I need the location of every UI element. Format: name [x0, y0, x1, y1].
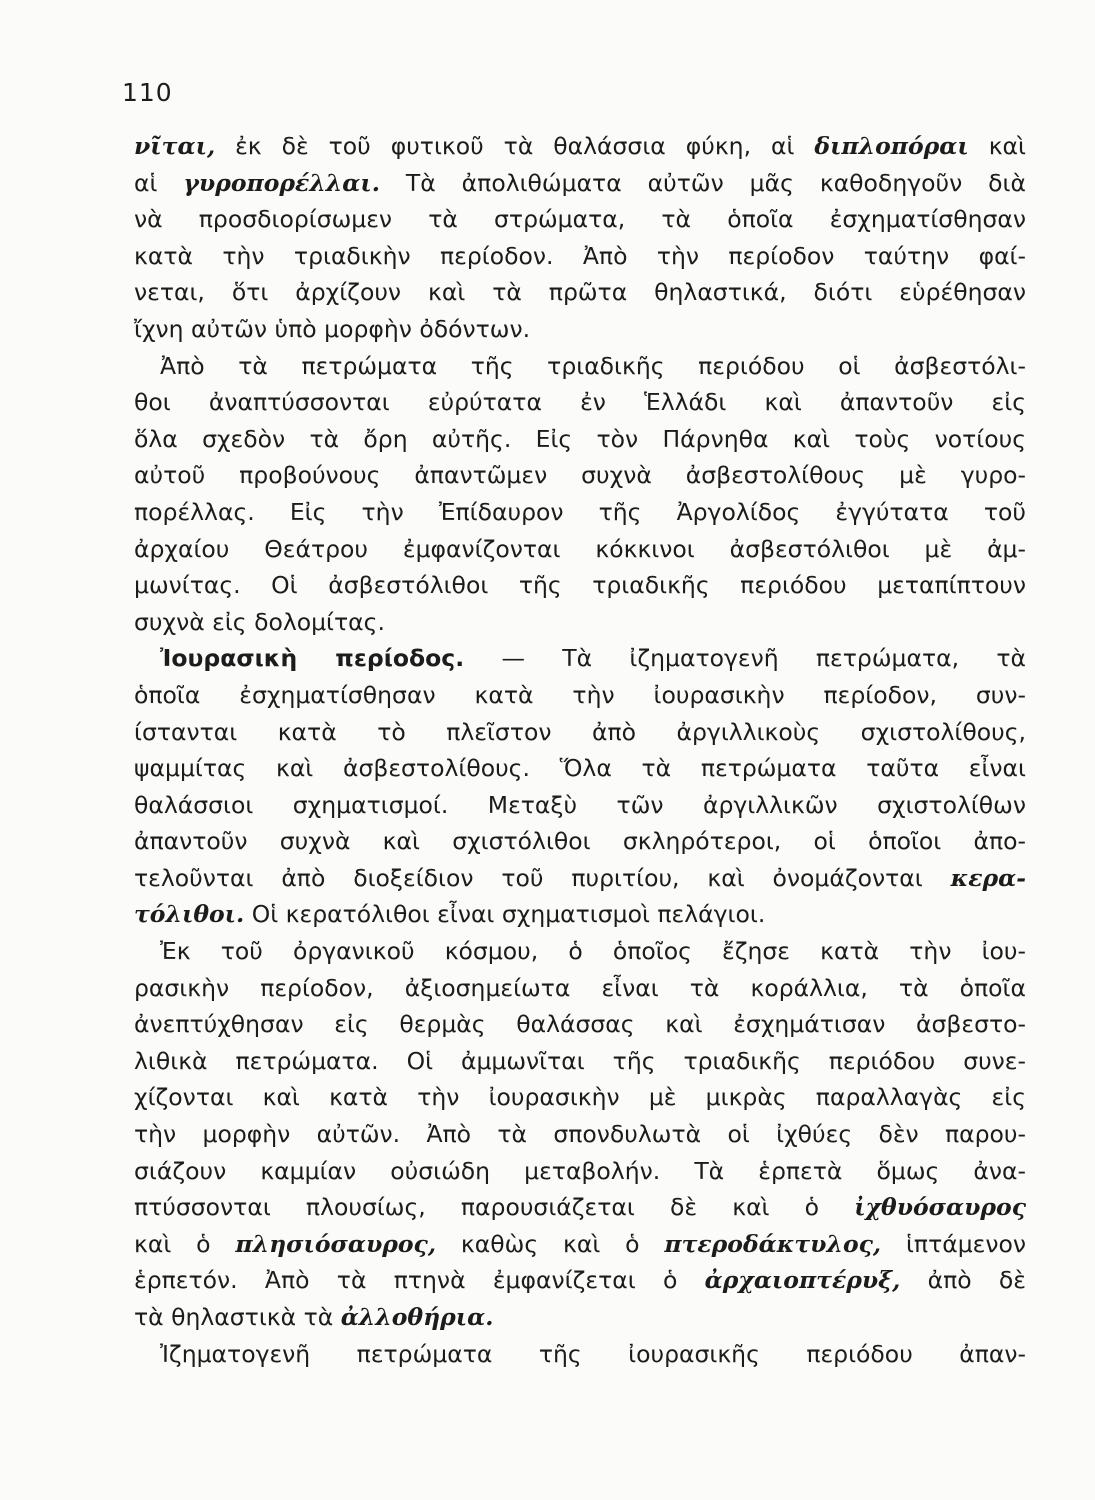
text-segment: τὴν μορφὴν αὐτῶν. Ἀπὸ τὰ σπονδυλωτὰ οἱ ἰχθύες δὲν παρου-	[134, 1120, 1026, 1149]
text-line	[134, 567, 1026, 604]
emphasized-term: ἀρχαιοπτέρυξ,	[704, 1266, 901, 1295]
text-line	[134, 494, 1026, 531]
emphasized-term: πτεροδάκτυλος,	[664, 1229, 882, 1258]
text-segment: Ἰζηματογενῆ πετρώματα τῆς ἰουρασικῆς περιόδου ἀπαν-	[160, 1339, 1026, 1368]
text-line	[134, 970, 1026, 1007]
emphasized-term: γυροπορέλλαι.	[183, 168, 380, 197]
emphasized-term: τόλιθοι.	[134, 900, 245, 929]
text-segment: θοι ἀναπτύσσονται εὐρύτατα ἐν Ἑλλάδι καὶ ἀπαντοῦν εἰς	[134, 388, 1026, 417]
text-line	[134, 531, 1026, 568]
text-segment: Ἀπὸ τὰ πετρώματα τῆς τριαδικῆς περιόδου οἱ ἀσβεστόλι-	[160, 351, 1026, 380]
text-line	[134, 165, 1026, 202]
text-segment: Οἱ κερατόλιθοι εἶναι σχηματισμοὶ πελάγιοι.	[244, 900, 766, 929]
text-line	[134, 640, 1026, 677]
emphasized-term: πλησιόσαυρος,	[235, 1229, 437, 1258]
text-segment: ρασικὴν περίοδον, ἀξιοσημείωτα εἶναι τὰ κοράλλια, τὰ ὁποῖα	[134, 973, 1026, 1002]
text-segment: κατὰ τὴν τριαδικὴν περίοδον. Ἀπὸ τὴν περίοδον ταύτην φαί-	[134, 241, 1026, 270]
text-segment: καὶ ὁ	[134, 1229, 236, 1258]
text-line	[134, 860, 1026, 897]
text-line	[134, 457, 1026, 494]
text-line	[134, 238, 1026, 275]
emphasized-term: ἰχθυόσαυρος	[854, 1193, 1026, 1222]
section-heading: Ἰουρασικὴ περίοδος.	[160, 644, 465, 673]
text-segment: σιάζουν καμμίαν οὐσιώδη μεταβολήν. Τὰ ἑρπετὰ ὅμως ἀνα-	[134, 1156, 1026, 1185]
text-segment: ἴχνη αὐτῶν ὑπὸ μορφὴν ὀδόντων.	[134, 314, 531, 343]
page-number: 110	[122, 78, 173, 107]
text-line	[134, 1336, 1026, 1373]
text-segment: Ἐκ τοῦ ὀργανικοῦ κόσμου, ὁ ὁποῖος ἔζησε κατὰ τὴν ἰου-	[160, 937, 1026, 966]
text-segment: ἀπὸ δὲ	[900, 1266, 1026, 1295]
text-line	[134, 896, 1026, 933]
text-line	[134, 274, 1026, 311]
text-segment: πτύσσονται πλουσίως, παρουσιάζεται δὲ καὶ ὁ	[134, 1193, 855, 1222]
text-segment: νεται, ὅτι ἀρχίζουν καὶ τὰ πρῶτα θηλαστικά, διότι εὑρέθησαν	[134, 278, 1026, 307]
text-segment: ἀπαντοῦν συχνὰ καὶ σχιστόλιθοι σκληρότεροι, οἱ ὁποῖοι ἀπο-	[134, 827, 1026, 856]
text-segment: λιθικὰ πετρώματα. Οἱ ἀμμωνῖται τῆς τριαδικῆς περιόδου συνε-	[134, 1046, 1026, 1075]
text-line	[134, 1153, 1026, 1190]
text-line	[134, 128, 1026, 165]
emphasized-term: ἀλλοθήρια.	[340, 1303, 494, 1331]
text-line	[134, 384, 1026, 421]
text-line	[134, 348, 1026, 385]
emphasized-term: νῖται,	[134, 132, 216, 160]
text-segment: συχνὰ εἰς δολομίτας.	[134, 607, 385, 636]
text-line	[134, 677, 1026, 714]
text-segment: ἱπτάμενον	[881, 1229, 1026, 1258]
text-segment: ἀνεπτύχθησαν εἰς θερμὰς θαλάσσας καὶ ἐσχημάτισαν ἀσβεστο-	[134, 1010, 1026, 1039]
text-segment: ἀρχαίου Θεάτρου ἐμφανίζονται κόκκινοι ἀσβεστόλιθοι μὲ ἀμ-	[134, 534, 1026, 563]
text-line	[134, 1006, 1026, 1043]
text-line	[134, 1043, 1026, 1080]
text-segment: Τὰ ἀπολιθώματα αὐτῶν μᾶς καθοδηγοῦν διὰ	[379, 168, 1026, 197]
text-line	[134, 823, 1026, 860]
text-segment: καὶ	[968, 132, 1026, 160]
emphasized-term: διπλοπόραι	[814, 132, 969, 160]
text-segment: ἑρπετόν. Ἀπὸ τὰ πτηνὰ ἐμφανίζεται ὁ	[134, 1266, 705, 1295]
text-segment: ψαμμίτας καὶ ἀσβεστολίθους. Ὅλα τὰ πετρώματα ταῦτα εἶναι	[134, 754, 1026, 783]
text-line	[134, 604, 1026, 641]
text-segment: νὰ προσδιορίσωμεν τὰ στρώματα, τὰ ὁποῖα ἐσχηματίσθησαν	[134, 205, 1026, 234]
text-line	[134, 1079, 1026, 1116]
body-text	[134, 128, 1026, 1372]
text-segment: αὐτοῦ προβούνους ἀπαντῶμεν συχνὰ ἀσβεστολίθους μὲ γυρο-	[134, 461, 1026, 490]
text-segment: μωνίτας. Οἱ ἀσβεστόλιθοι τῆς τριαδικῆς περιόδου μεταπίπτουν	[134, 571, 1026, 600]
text-segment: τὰ θηλαστικὰ τὰ	[134, 1303, 341, 1331]
text-segment: ὁποῖα ἐσχηματίσθησαν κατὰ τὴν ἰουρασικὴν περίοδον, συν-	[134, 680, 1026, 709]
text-segment: τελοῦνται ἀπὸ διοξείδιον τοῦ πυριτίου, καὶ ὀνομάζονται	[134, 863, 951, 892]
emphasized-term: κερα-	[950, 863, 1026, 892]
text-line	[134, 1116, 1026, 1153]
text-line	[134, 311, 1026, 348]
text-segment: ἐκ δὲ τοῦ φυτικοῦ τὰ θαλάσσια φύκη, αἱ	[215, 132, 815, 160]
text-line	[134, 750, 1026, 787]
text-line	[134, 1189, 1026, 1226]
text-segment: ὅλα σχεδὸν τὰ ὄρη αὐτῆς. Εἰς τὸν Πάρνηθα καὶ τοὺς νοτίους	[134, 424, 1026, 453]
text-line	[134, 787, 1026, 824]
text-line	[134, 201, 1026, 238]
text-segment: αἱ	[134, 168, 184, 197]
text-line	[134, 1299, 1026, 1336]
text-segment: ίστανται κατὰ τὸ πλεῖστον ἀπὸ ἀργιλλικοὺς σχιστολίθους,	[134, 717, 1026, 746]
text-line	[134, 1262, 1026, 1299]
text-segment: — Τὰ ἰζηματογενῆ πετρώματα, τὰ	[464, 644, 1026, 673]
text-segment: καθὼς καὶ ὁ	[436, 1229, 665, 1258]
text-line	[134, 421, 1026, 458]
text-line	[134, 714, 1026, 751]
text-line	[134, 933, 1026, 970]
text-segment: χίζονται καὶ κατὰ τὴν ἰουρασικὴν μὲ μικρὰς παραλλαγὰς εἰς	[134, 1083, 1026, 1112]
text-segment: πορέλλας. Εἰς τὴν Ἐπίδαυρον τῆς Ἀργολίδος ἐγγύτατα τοῦ	[134, 497, 1026, 526]
text-segment: θαλάσσιοι σχηματισμοί. Μεταξὺ τῶν ἀργιλλικῶν σχιστολίθων	[134, 790, 1026, 819]
text-line	[134, 1226, 1026, 1263]
